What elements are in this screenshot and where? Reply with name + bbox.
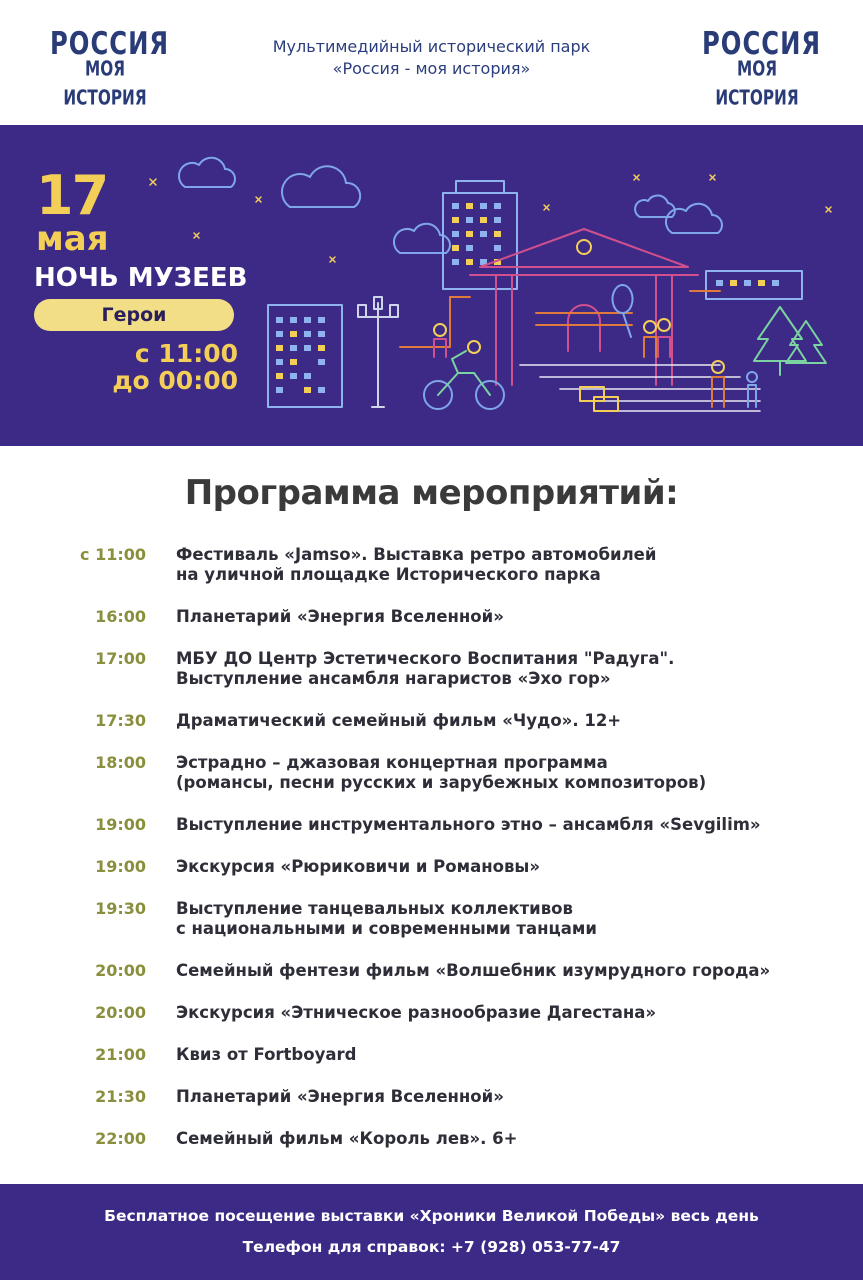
event-month: мая [36,219,109,259]
footer-phone: Телефон для справок: +7 (928) 053-77-47 [242,1238,621,1256]
event-time: с 11:00 [80,545,146,564]
event-description-line: (романсы, песни русских и зарубежных композиторов) [176,773,707,792]
event-description [176,1087,836,1107]
event-time: 19:00 [95,815,146,834]
event-time: 17:30 [95,711,146,730]
footer-exhibition-note: Бесплатное посещение выставки «Хроники Великой Победы» весь день [104,1207,759,1225]
event-description-line: с национальными и современными танцами [176,919,597,938]
logo-line2: МОЯ ИСТОРИЯ [715,57,799,111]
event-time: 20:00 [95,1003,146,1022]
event-description [176,857,836,877]
cloud-icon [179,158,235,187]
header [0,0,863,125]
museum-icon [470,229,698,385]
cloud-icon [394,224,450,253]
event-description-line: Выступление ансамбля нагаристов «Эхо гор» [176,669,611,688]
event-description-line: на уличной площадке Исторического парка [176,565,601,584]
event-time-from: с 11:00 [134,339,238,368]
event-description [176,961,836,981]
event-description [176,1129,836,1149]
event-description-line: МБУ ДО Центр Эстетического Воспитания "Радуга". [176,649,675,668]
event-time: 19:00 [95,857,146,876]
event-description [176,607,836,627]
event-time: 22:00 [95,1129,146,1148]
event-description-line: Квиз от Fortboyard [176,1045,357,1064]
event-time: 21:00 [95,1045,146,1064]
event-description [176,1045,836,1065]
lamp-post-icon [358,297,398,407]
footer [0,1184,863,1280]
night-of-museums-banner [0,125,863,446]
event-time: 20:00 [95,961,146,980]
event-description [176,899,836,939]
event-description-line: Планетарий «Энергия Вселенной» [176,607,504,626]
tree-icon [754,307,826,375]
logo-line2: МОЯ ИСТОРИЯ [63,57,147,111]
event-description-line: Драматический семейный фильм «Чудо». 12+ [176,711,622,730]
event-description-line: Планетарий «Энергия Вселенной» [176,1087,504,1106]
event-description [176,711,836,731]
logo-line1: РОССИЯ [50,26,170,63]
event-time: 21:30 [95,1087,146,1106]
cloud-icon [282,166,360,207]
logo-line1: РОССИЯ [702,26,822,63]
park-name-line1: Мультимедийный исторический парк [272,37,591,56]
event-time: 18:00 [95,753,146,772]
event-description-line: Семейный фильм «Король лев». 6+ [176,1129,518,1148]
event-description [176,753,836,793]
logo-russia-my-history-right [702,26,822,111]
event-description [176,1003,836,1023]
event-description-line: Экскурсия «Этническое разнообразие Дагестана» [176,1003,657,1022]
event-description [176,545,836,585]
event-description [176,649,836,689]
event-description-line: Эстрадно – джазовая концертная программа [176,753,608,772]
event-description-line: Семейный фентези фильм «Волшебник изумрудного города» [176,961,771,980]
cyclist-icon [424,341,504,409]
program-title: Программа мероприятий: [184,473,679,513]
event-time: 17:00 [95,649,146,668]
park-name [200,36,663,80]
logo-russia-my-history-left [50,26,170,111]
event-day: 17 [36,164,108,227]
event-description-line: Выступление танцевальных коллективов [176,899,573,918]
event-description-line: Экскурсия «Рюриковичи и Романовы» [176,857,540,876]
event-description [176,815,836,835]
event-description-line: Фестиваль «Jamso». Выставка ретро автомобилей [176,545,657,564]
event-time-to: до 00:00 [112,366,238,395]
event-name: НОЧЬ МУЗЕЕВ [34,263,248,293]
event-theme-badge: Герои [34,299,234,331]
event-description-line: Выступление инструментального этно – ансамбля «Sevgilim» [176,815,761,834]
park-name-line2: «Россия - моя история» [332,59,531,78]
event-time: 16:00 [95,607,146,626]
event-time: 19:30 [95,899,146,918]
